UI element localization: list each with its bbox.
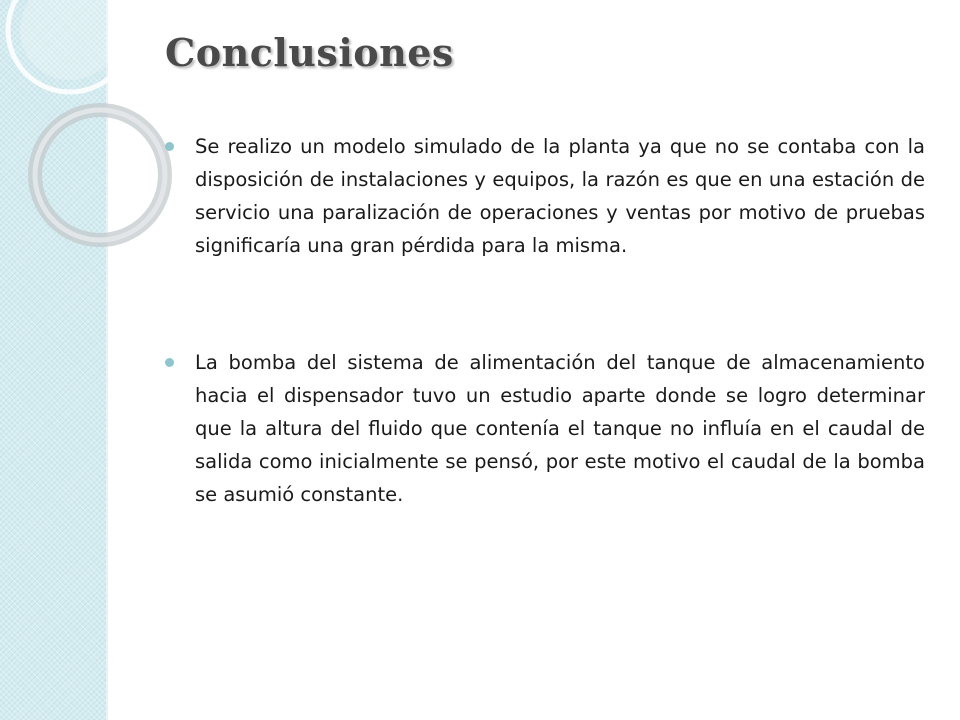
decorative-disc xyxy=(20,0,120,80)
decorative-ring-gray-highlight xyxy=(35,110,165,240)
bullet-text: La bomba del sistema de alimentación del tanque de almacenamiento hacia el dispensador tuvo un estudio aparte donde se logro determinar que la altura del fluido que contenía el tanque no influía en el caudal de salida como inicialmente se pensó, por este motivo el caudal de la bomba se asumió constante. xyxy=(195,351,925,506)
slide-title: Conclusiones xyxy=(165,30,454,75)
bullet-icon xyxy=(165,358,174,367)
bullet-icon xyxy=(165,142,174,151)
bullet-item xyxy=(163,130,925,262)
bullet-item xyxy=(163,346,925,511)
bullet-list xyxy=(163,130,925,511)
bullet-text: Se realizo un modelo simulado de la planta ya que no se contaba con la disposición de instalaciones y equipos, la razón es que en una estación de servicio una paralización de operaciones y ventas por motivo de pruebas significaría una gran pérdida para la misma. xyxy=(195,135,925,257)
